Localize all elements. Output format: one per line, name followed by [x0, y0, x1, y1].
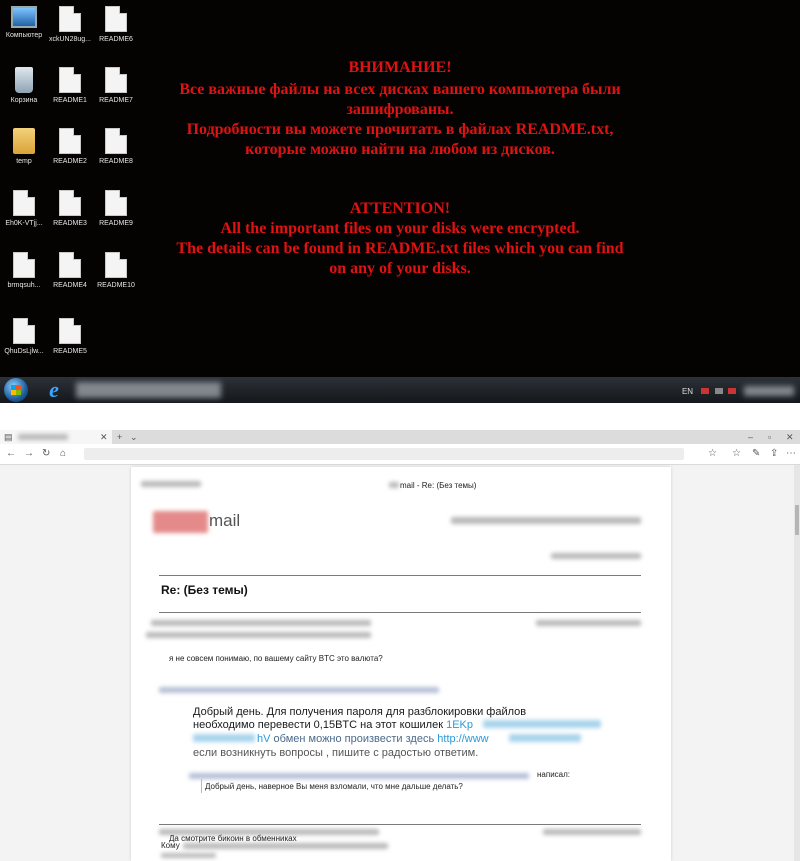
desktop-icon-label: Eh0K-VTjj... [5, 220, 43, 227]
share-icon[interactable]: ⇪ [770, 448, 779, 459]
ransomware-desktop-screenshot [0, 0, 800, 403]
reply-line-2-text: необходимо перевести 0,15BTC на этот кошилек [193, 719, 447, 731]
redacted-account-2 [551, 553, 641, 559]
scrollbar-thumb[interactable] [795, 505, 799, 535]
document-file-icon [13, 318, 35, 344]
redacted-wallet-2 [193, 734, 255, 742]
new-tab-icon[interactable]: + [117, 432, 123, 442]
ransom-line-ru-1: Все важные файлы на всех дисках вашего компьютера были [179, 81, 621, 98]
message-1: я не совсем понимаю, по вашему сайту BTC это валюта? [169, 654, 383, 663]
printed-email-page [131, 467, 671, 861]
quote-bar [201, 779, 202, 793]
favorites-icon[interactable]: ☆ [732, 448, 741, 459]
address-bar [0, 444, 800, 465]
redacted-clock[interactable] [744, 386, 794, 396]
desktop-icon-label: README8 [99, 158, 133, 165]
redacted-timestamp [536, 620, 641, 626]
last-message: Да смотрите бикоин в обменниках [169, 834, 297, 843]
reply-line-3-text: обмен можно произвести здесь [270, 733, 438, 745]
refresh-icon[interactable]: ↻ [42, 448, 51, 459]
redacted-quote-header [159, 687, 439, 693]
desktop-icon-label: xckUN28ug... [48, 36, 92, 43]
redacted-service-name [389, 482, 399, 488]
redacted-timestamp-2 [543, 829, 641, 835]
scrollbar[interactable] [794, 465, 800, 861]
redacted-tab-title [18, 434, 68, 440]
desktop-icon-label: README1 [53, 97, 87, 104]
url-input[interactable] [84, 448, 684, 460]
browser-tab[interactable] [0, 430, 112, 444]
speaker-icon[interactable] [728, 388, 736, 394]
computer-icon [11, 6, 37, 28]
mail-logo-text: mail [209, 511, 241, 530]
forward-arrow-icon[interactable]: → [24, 448, 34, 459]
ransom-line-en-1: All the important files on your disks were encrypted. [220, 220, 580, 237]
desktop-icon-label: temp [16, 158, 32, 165]
browser-window [0, 430, 800, 861]
document-file-icon [59, 318, 81, 344]
to-label: Кому [161, 841, 180, 850]
redacted-recipient [146, 632, 371, 638]
reply-line-3 [257, 732, 489, 746]
redacted-account [451, 517, 641, 524]
desktop-icon[interactable] [42, 318, 98, 356]
redacted-taskbar-item[interactable] [76, 382, 221, 398]
taskbar [0, 377, 800, 403]
quoted-wrote-label: написал: [537, 770, 571, 779]
back-arrow-icon[interactable]: ← [6, 448, 16, 459]
close-button[interactable]: ✕ [786, 432, 794, 442]
divider [159, 612, 641, 613]
divider [159, 824, 641, 825]
document-file-icon [59, 6, 81, 32]
reply-line-4: если возникнуть вопросы , пишите с радостью ответим. [193, 747, 479, 759]
desktop-icon-label: README2 [53, 158, 87, 165]
desktop-icon-label: README3 [53, 220, 87, 227]
tab-close-icon[interactable]: ✕ [100, 432, 108, 442]
divider [159, 575, 641, 576]
desktop-icon-label: README4 [53, 282, 87, 289]
ransom-line-en-3: on any of your disks. [329, 260, 471, 277]
redacted-to-address [183, 843, 388, 849]
desktop-icon-label: README6 [99, 36, 133, 43]
reply-line-2 [193, 718, 473, 732]
tab-strip [0, 430, 800, 444]
desktop-icon-label: Компьютер [5, 32, 43, 39]
quoted-text: Добрый день, наверное Вы меня взломали, что мне дальше делать? [205, 782, 463, 791]
btc-wallet-start: 1EKp [446, 719, 474, 731]
ransom-line-ru-4: которые можно найти на любом из дисков. [245, 141, 555, 158]
desktop-icon-label: QhuDsLjlw... [4, 348, 44, 355]
redacted-logo-mark [153, 511, 208, 533]
desktop-icon-label: README10 [97, 282, 135, 289]
redacted-date [141, 481, 201, 487]
redacted-sender [151, 620, 371, 626]
ransom-title-ru: ВНИМАНИЕ! [348, 59, 452, 76]
redacted-wallet [483, 720, 601, 728]
document-file-icon [105, 6, 127, 32]
desktop-icon-label: brmqsuh... [7, 282, 41, 289]
desktop-icon-label: README7 [99, 97, 133, 104]
minimize-button[interactable]: – [748, 432, 754, 442]
exchange-link[interactable]: http://www [437, 733, 489, 745]
tab-favicon-icon: ▤ [4, 432, 13, 442]
reading-list-icon[interactable]: ✎ [752, 448, 761, 459]
ransom-title-en: ATTENTION! [349, 200, 451, 217]
page-header-title: mail - Re: (Без темы) [400, 481, 477, 490]
desktop-icon-label: README5 [53, 348, 87, 355]
desktop-icon[interactable] [88, 6, 144, 44]
redacted-quoted-author [189, 773, 529, 779]
network-icon[interactable] [715, 388, 723, 394]
start-button-icon[interactable] [4, 378, 28, 402]
more-menu-icon[interactable]: ⋯ [786, 448, 796, 459]
tab-list-chevron-icon[interactable]: ⌄ [130, 432, 138, 442]
redacted-cc [161, 853, 216, 858]
ransom-line-ru-2: зашифрованы. [346, 101, 454, 118]
reply-line-1: Добрый день. Для получения пароля для разблокировки файлов [193, 706, 527, 718]
btc-wallet-end: hV [257, 733, 271, 745]
favorite-star-icon[interactable]: ☆ [708, 448, 717, 459]
redacted-link [509, 734, 581, 742]
desktop-icon-label: README9 [99, 220, 133, 227]
email-subject: Re: (Без темы) [161, 583, 248, 597]
flag-icon[interactable] [701, 388, 709, 394]
language-indicator[interactable]: EN [681, 387, 694, 396]
home-icon[interactable]: ⌂ [60, 448, 67, 459]
maximize-button[interactable]: ▫ [768, 432, 772, 442]
internet-explorer-icon[interactable]: e [49, 377, 59, 402]
desktop-icon-label: Корзина [10, 97, 38, 104]
system-tray [682, 384, 794, 396]
ransom-line-en-2: The details can be found in README.txt files which you can find [176, 240, 624, 257]
ransom-line-ru-3: Подробности вы можете прочитать в файлах README.txt, [186, 121, 614, 138]
